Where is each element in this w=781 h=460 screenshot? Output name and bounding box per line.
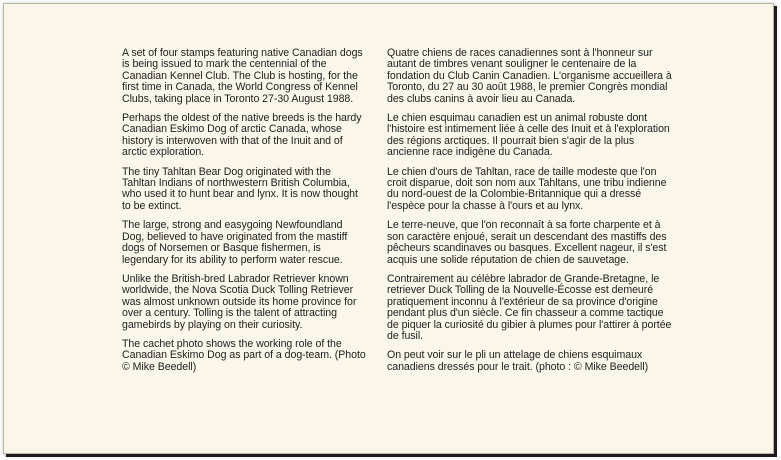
- fr-paragraph-photo-credit: On peut voir sur le pli un attelage de chiens esquimaux canadiens dressés pour le trait. (photo : © Mike Beedell): [387, 349, 649, 373]
- fr-paragraph-newfoundland-dog: Le terre-neuve, que l'on reconnaît à sa forte charpente et à son caractère enjoué, serait un descendant des mastiffs des pêcheurs scandinaves ou basques. Excellent nageur, il s'est acquis une solide réputation de chien de sauvetage.: [387, 219, 667, 266]
- french-text-column: [387, 48, 675, 381]
- en-paragraph-intro: A set of four stamps featuring native Canadian dogs is being issued to mark the centennial of the Canadian Kennel Club. The Club is hosting, for the first time in Canada, the World Congress of Kennel Clubs, taking place in Toronto 27-30 August 1988.: [122, 47, 363, 105]
- en-paragraph-duck-tolling-retriever: Unlike the British-bred Labrador Retriever known worldwide, the Nova Scotia Duck Tolling Retriever was almost unknown outside its home province for over a century. Tolling is the talent of attracting gamebirds by playing on their curiosity.: [122, 272, 357, 331]
- fr-paragraph-tahltan-bear-dog: Le chien d'ours de Tahltan, race de taille modeste que l'on croit disparue, doit son nom aux Tahltans, une tribu indienne du nord-ouest de la Colombie-Britannique qui a dressé l'espèce pour la chasse à l'ours et au lynx.: [387, 165, 667, 212]
- en-paragraph-photo-credit: The cachet photo shows the working role of the Canadian Eskimo Dog as part of a dog-team. (Photo © Mike Beedell): [122, 337, 366, 373]
- fr-paragraph-intro: Quatre chiens de races canadiennes sont à l'honneur sur autant de timbres venant souligner le centenaire de la fondation du Club Canin Canadien. L'organisme accueillera à Toronto, du 27 au 30 août 1988, le premier Congrès mondial des clubs canins à avoir lieu au Canada.: [387, 47, 672, 105]
- fr-paragraph-eskimo-dog: Le chien esquimau canadien est un animal robuste dont l'histoire est intimement liée à celle des Inuit et à l'exploration des régions arctiques. Il pourrait bien s'agir de la plus ancienne race indigène du Canada.: [387, 112, 670, 159]
- en-paragraph-tahltan-bear-dog: The tiny Tahltan Bear Dog originated with the Tahltan Indians of northwestern British Columbia, who used it to hunt bear and lynx. It is now thought to be extinct.: [122, 165, 358, 212]
- en-paragraph-newfoundland-dog: The large, strong and easygoing Newfoundland Dog, believed to have originated from the mastiff dogs of Norsemen or Basque fishermen, is legendary for its ability to perform water rescue.: [122, 219, 348, 266]
- english-text-column: [122, 48, 366, 381]
- en-paragraph-eskimo-dog: Perhaps the oldest of the native breeds is the hardy Canadian Eskimo Dog of arctic Canada, whose history is interwoven with that of the Inuit and of arctic exploration.: [122, 112, 362, 159]
- fr-paragraph-duck-tolling-retriever: Contrairement au célèbre labrador de Grande-Bretagne, le retriever Duck Tolling de la Nouvelle-Écosse est demeuré pratiquement inconnu à l'extérieur de sa province d'origine pendant plus d'un siècle. Ce fin chasseur a comme tactique de piquer la curiosité du gibier à plumes pour l'attirer à portée de fusil.: [387, 272, 672, 342]
- cachet-insert-card: [3, 3, 774, 454]
